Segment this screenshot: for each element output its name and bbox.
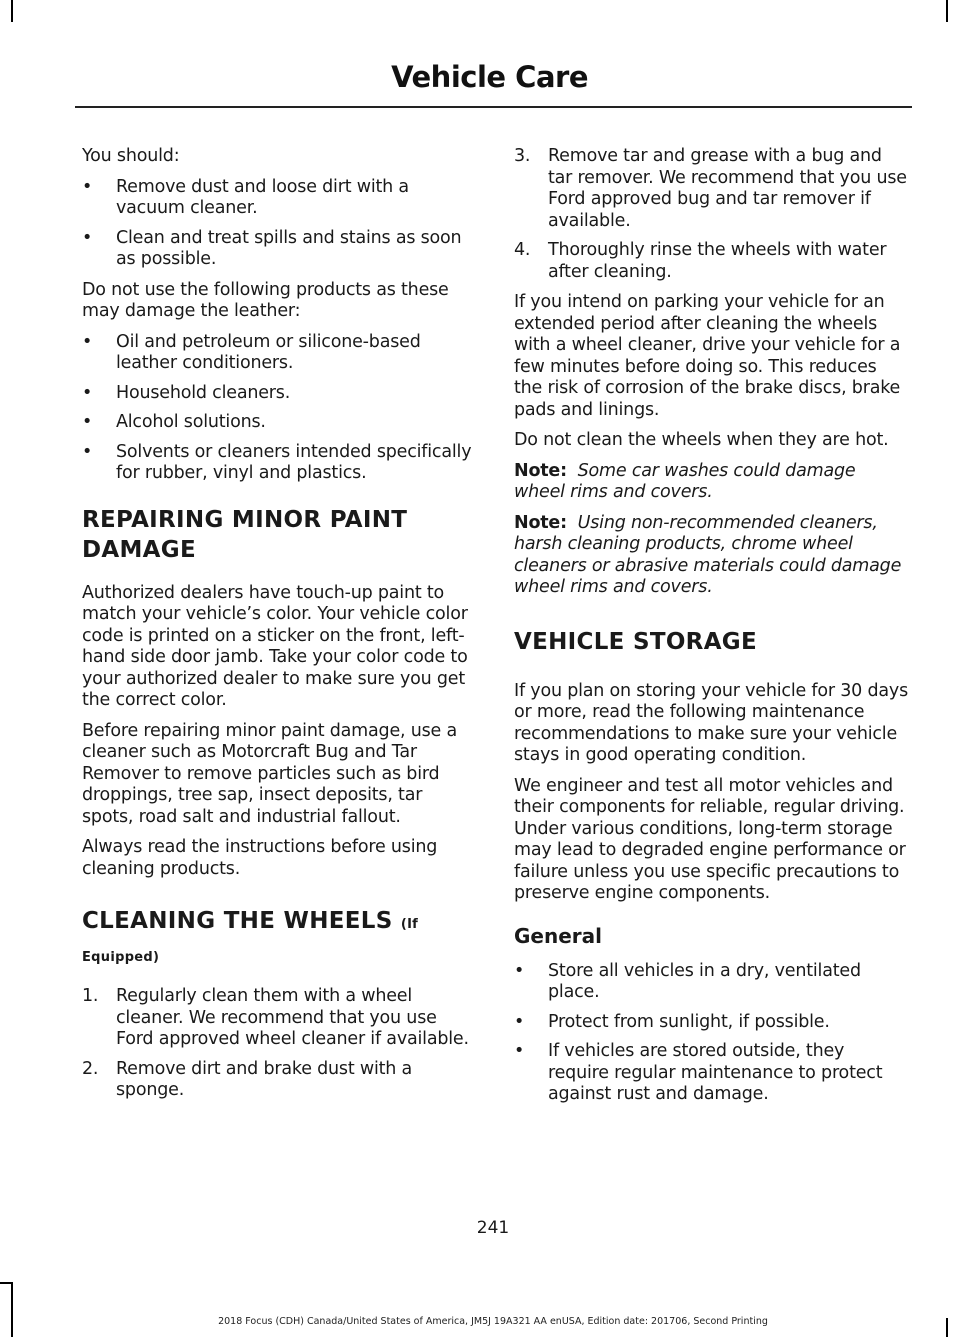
list-item: • Remove dust and loose dirt with a vacuum cleaner.: [82, 176, 409, 218]
step-number: 4.: [514, 240, 531, 260]
section-heading-paint: REPAIRING MINOR PAINT DAMAGE: [82, 506, 408, 563]
paint-paragraph-1: Authorized dealers have touch-up paint to match your vehicle’s color. Your vehicle color code is printed on a sticker on the front, left-hand side door jamb. Take your color code to your authorized dealer to make sure you get the correct color.: [82, 582, 468, 710]
bullet-icon: •: [82, 382, 93, 403]
page-title: Vehicle Care: [391, 60, 588, 94]
paint-paragraph-2: Before repairing minor paint damage, use a cleaner such as Motorcraft Bug and Tar Remover to remove particles such as bird droppings, tree sap, insect deposits, tar spots, road salt and industrial fallout.: [82, 720, 458, 827]
crop-mark-top-left: [11, 0, 13, 22]
section-heading-storage: VEHICLE STORAGE: [514, 628, 757, 655]
bullet-icon: •: [82, 227, 93, 248]
intro-text: You should:: [82, 146, 180, 166]
header-divider: [75, 106, 912, 108]
wheels-steps-list-continued: [514, 146, 910, 283]
list-item: • If vehicles are stored outside, they require regular maintenance to protect against rust and damage.: [514, 1041, 883, 1104]
storage-paragraph-1: If you plan on storing your vehicle for 30 days or more, read the following maintenance recommendations to make sure your vehicle stays in good operating condition.: [514, 680, 908, 765]
left-column: [82, 146, 476, 1111]
avoid-intro-text: Do not use the following products as these may damage the leather:: [82, 279, 449, 321]
note-1: Note: Some car washes could damage wheel rims and covers.: [514, 460, 856, 502]
list-item: 2. Remove dirt and brake dust with a sponge.: [82, 1058, 413, 1100]
bullet-icon: •: [82, 331, 93, 352]
page-number: 241: [476, 1218, 510, 1238]
avoid-list: [82, 332, 476, 485]
general-list: [514, 961, 910, 1106]
footer-text: 2018 Focus (CDH) Canada/United States of America, JM5J 19A321 AA enUSA, Edition date: 201706, Second Printing: [218, 1316, 768, 1327]
wheels-steps-list: [82, 986, 476, 1102]
bullet-icon: •: [82, 412, 93, 432]
bullet-icon: •: [514, 960, 525, 981]
list-item: • Store all vehicles in a dry, ventilated place.: [514, 960, 861, 1002]
bullet-icon: •: [514, 1011, 525, 1032]
list-item: • Household cleaners.: [82, 382, 291, 403]
crop-mark-bottom-left-h: [0, 1282, 13, 1284]
bullet-icon: •: [82, 441, 93, 462]
step-number: 1.: [82, 986, 99, 1006]
section-heading-wheels: CLEANING THE WHEELS (If Equipped): [82, 908, 418, 965]
list-item: 3. Remove tar and grease with a bug and tar remover. We recommend that you use Ford approved bug and tar remover if available.: [514, 146, 907, 231]
storage-paragraph-2: We engineer and test all motor vehicles and their components for reliable, regular driving. Under various conditions, long-term storage may lead to degraded engine performance or failure unless you use specific precautions to preserve engine components.: [514, 775, 906, 903]
note-2: Note: Using non-recommended cleaners, harsh cleaning products, chrome wheel cleaners or abrasive materials could damage wheel rims and covers.: [514, 512, 902, 597]
step-number: 3.: [514, 146, 531, 166]
list-item: • Protect from sunlight, if possible.: [514, 1011, 830, 1032]
should-list: [82, 177, 476, 271]
step-number: 2.: [82, 1058, 99, 1079]
parking-paragraph: If you intend on parking your vehicle for an extended period after cleaning the wheels with a wheel cleaner, drive your vehicle for a few minutes before doing so. This reduces the risk of corrosion of the brake discs, brake pads and linings.: [514, 292, 901, 420]
bullet-icon: •: [82, 176, 93, 197]
hot-wheels-paragraph: Do not clean the wheels when they are hot.: [514, 430, 889, 450]
crop-mark-top-right: [946, 0, 948, 22]
paint-paragraph-3: Always read the instructions before using cleaning products.: [82, 837, 438, 879]
list-item: 1. Regularly clean them with a wheel cleaner. We recommend that you use Ford approved wheel cleaner if available.: [82, 986, 469, 1049]
list-item: • Solvents or cleaners intended specifically for rubber, vinyl and plastics.: [82, 441, 472, 483]
list-item: • Alcohol solutions.: [82, 412, 266, 432]
crop-mark-bottom-left-v: [11, 1282, 13, 1337]
subheading-general: General: [514, 923, 602, 948]
list-item: • Clean and treat spills and stains as soon as possible.: [82, 227, 462, 269]
right-column: [514, 146, 910, 1115]
list-item: • Oil and petroleum or silicone-based leather conditioners.: [82, 331, 421, 373]
bullet-icon: •: [514, 1041, 525, 1061]
list-item: 4. Thoroughly rinse the wheels with water after cleaning.: [514, 240, 887, 282]
